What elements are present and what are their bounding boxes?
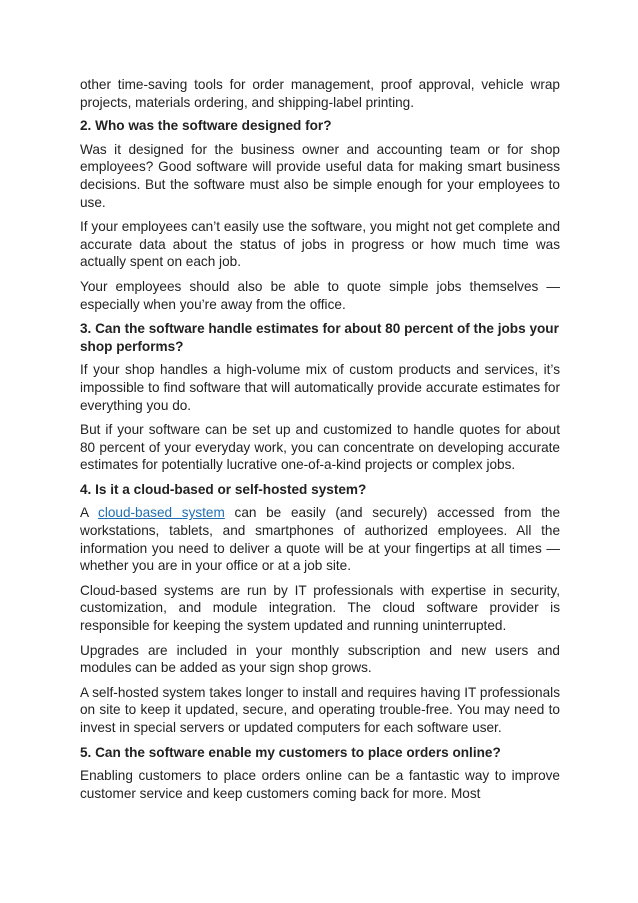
- section-3-heading: 3. Can the software handle estimates for about 80 percent of the jobs your shop performs?: [80, 321, 559, 354]
- section-5-heading: 5. Can the software enable my customers to place orders online?: [80, 744, 501, 760]
- section-4-link-paragraph: [80, 504, 560, 574]
- intro-paragraph: other time-saving tools for order management, proof approval, vehicle wrap projects, materials ordering, and shipping-label printing.: [80, 77, 560, 110]
- link-prefix: A: [80, 505, 99, 521]
- section-3-paragraph: If your shop handles a high-volume mix of custom products and services, it’s impossible to find software that will automatically provide accurate estimates for everything you do.: [80, 362, 560, 413]
- section-4-paragraph: Cloud-based systems are run by IT professionals with expertise in security, customization, and module integration. The cloud software provider is responsible for keeping the system updated and running uninterrupted.: [80, 582, 560, 634]
- link-suffix: can be easily (and securely) accessed from the workstations, tablets, and smartphones of authorized employees. All the information you need to deliver a quote will be at your fingertips at all times — whether you are in your office or at a job site.: [80, 505, 561, 574]
- section-3-paragraph: But if your software can be set up and customized to handle quotes for about 80 percent of your everyday work, you can concentrate on developing accurate estimates for potentially lucrative one-of-a-kind projects or complex jobs.: [80, 422, 560, 473]
- cloud-based-system-link[interactable]: cloud-based system: [98, 505, 225, 521]
- section-2-heading: 2. Who was the software designed for?: [80, 118, 332, 134]
- section-2-paragraph: Was it designed for the business owner and accounting team or for shop employees? Good software will provide useful data for making smart business decisions. But the software must also be simple enough for your employees to use.: [80, 141, 560, 210]
- section-2-paragraph: Your employees should also be able to quote simple jobs themselves — especially when you’re away from the office.: [80, 278, 560, 312]
- section-4-paragraph: Upgrades are included in your monthly subscription and new users and modules can be added as your sign shop grows.: [80, 642, 560, 676]
- section-4-heading: 4. Is it a cloud-based or self-hosted system?: [80, 481, 367, 497]
- section-5-paragraph: Enabling customers to place orders online can be a fantastic way to improve customer service and keep customers coming back for more. Most: [80, 768, 560, 801]
- section-4-paragraph: A self-hosted system takes longer to install and requires having IT professionals on site to keep it updated, secure, and operating trouble-free. You may need to invest in special servers or updated computers for each software user.: [80, 684, 560, 735]
- section-2-paragraph: If your employees can’t easily use the software, you might not get complete and accurate data about the status of jobs in progress or how much time was actually spent on each job.: [80, 219, 560, 270]
